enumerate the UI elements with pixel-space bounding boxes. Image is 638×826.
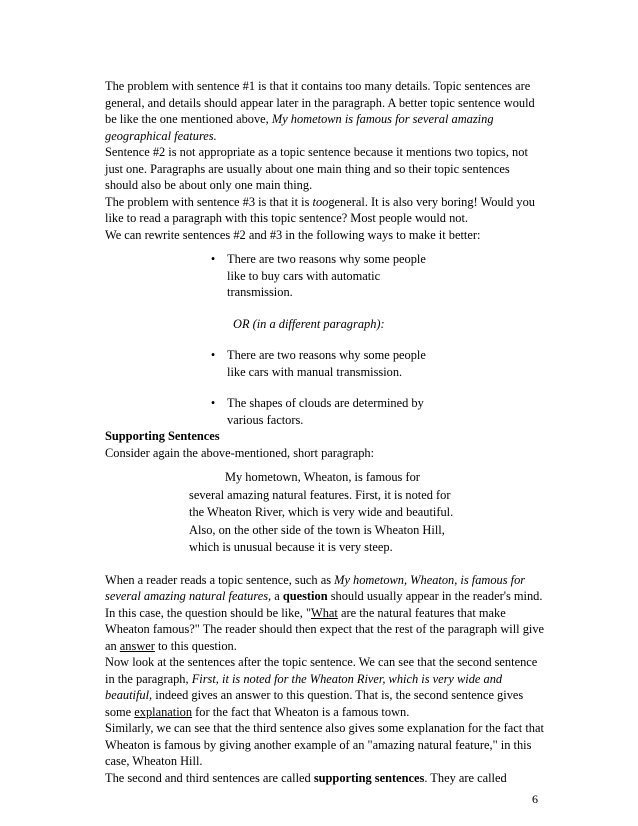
rewrite-list-2: [105, 347, 545, 380]
list-item-text: The shapes of clouds are determined by various factors.: [227, 396, 424, 427]
text-span: The problem with sentence #1 is that it contains too many details. Topic sentences are general, and details should appear later in the paragraph. A better topic sentence would be like the one mentioned above,: [105, 79, 535, 126]
bullet-icon: •: [210, 396, 216, 410]
paragraph-consider: Consider again the above-mentioned, short paragraph:: [105, 445, 375, 460]
list-item: [210, 395, 442, 428]
bold-term: supporting sentences: [313, 770, 425, 785]
example-rest: several amazing natural features. First, it is noted for the Wheaton River, which is very wide and beautiful. Also, on the other side of the town is Wheaton Hill, which is unusual because it is very steep.: [189, 487, 454, 554]
rewrite-list: [105, 251, 545, 301]
paragraph-second-sentence: [105, 654, 545, 720]
list-item: [210, 347, 442, 380]
bullet-icon: •: [210, 348, 216, 362]
paragraph-supporting-sentences: [105, 770, 545, 787]
underlined-word: explanation: [134, 704, 193, 719]
text-span: should usually appear in the reader's mind. In this case, the question should be like, ": [105, 589, 543, 620]
or-note: OR (in a different paragraph):: [233, 316, 385, 331]
document-page: [105, 78, 545, 786]
paragraph-sentence1-problem: [105, 78, 545, 144]
section-heading: Supporting Sentences: [105, 429, 220, 443]
rewrite-list-3: [105, 395, 545, 428]
paragraph-third-sentence: Similarly, we can see that the third sentence also gives some explanation for the fact that Wheaton is famous by giving another example of an "amazing natural feature," in this case, Wheaton Hill.: [105, 721, 544, 768]
underlined-word: What: [311, 605, 338, 620]
example-first-line: My hometown, Wheaton, is famous for: [225, 470, 420, 484]
italic-word: too: [312, 194, 329, 209]
text-span: indeed gives an answer to this question. That is, the second sentence gives some: [105, 688, 524, 719]
text-span: Now look at the sentences after the topic sentence. We can see that the second sentence in the paragraph,: [105, 655, 538, 686]
list-item-text: There are two reasons why some people like to buy cars with automatic transmission.: [227, 252, 426, 299]
text-span: to this question.: [154, 638, 237, 653]
paragraph-sentence2-problem: Sentence #2 is not appropriate as a topic sentence because it mentions two topics, not just one. Paragraphs are usually about one main thing and so their topic sentences should also be about only one main thing.: [105, 145, 528, 192]
paragraph-topic-question: [105, 572, 545, 655]
page-number: 6: [532, 792, 538, 806]
italic-example: My hometown is famous for several amazing geographical features.: [105, 112, 494, 143]
paragraph-rewrite-intro: We can rewrite sentences #2 and #3 in the following ways to make it better:: [105, 227, 481, 242]
text-span: . They are called: [424, 770, 507, 785]
text-span: The second and third sentences are called: [105, 770, 314, 785]
text-span: for the fact that Wheaton is a famous town.: [192, 704, 410, 719]
text-span: a: [271, 589, 283, 603]
bullet-icon: •: [210, 252, 216, 266]
text-span: general. It is also very boring! Would you like to read a paragraph with this topic sentence? Most people would not.: [105, 194, 535, 225]
list-item: [210, 251, 442, 301]
bold-term: question: [282, 589, 328, 603]
text-span: are the natural features that make Wheaton famous?" The reader should then expect that the rest of the paragraph will give an: [105, 605, 545, 653]
paragraph-sentence3-problem: [105, 194, 545, 227]
italic-quote: First, it is noted for the Wheaton River, which is very wide and beautiful,: [105, 671, 503, 702]
text-span: When a reader reads a topic sentence, such as: [105, 572, 335, 587]
example-paragraph: [189, 469, 457, 557]
text-span: The problem with sentence #3 is that it is: [105, 194, 313, 209]
list-item-text: There are two reasons why some people like cars with manual transmission.: [227, 348, 426, 379]
italic-topic-sentence: My hometown, Wheaton, is famous for several amazing natural features,: [105, 572, 526, 603]
underlined-word: answer: [119, 638, 155, 653]
